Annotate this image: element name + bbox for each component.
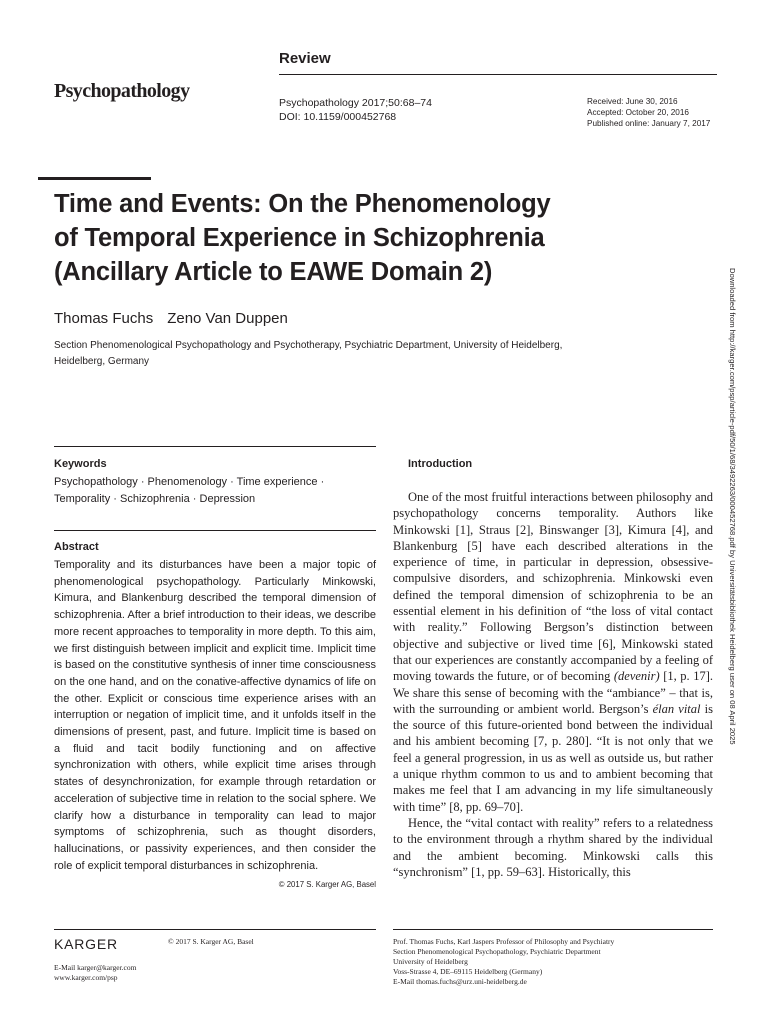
title-line: (Ancillary Article to EAWE Domain 2) xyxy=(54,258,493,286)
introduction-heading: Introduction xyxy=(408,458,473,470)
citation-line: Psychopathology 2017;50:68–74 xyxy=(279,97,432,109)
keywords-line: Psychopathology · Phenomenology · Time experience · xyxy=(54,476,325,488)
footer-rule xyxy=(54,929,376,930)
italic-term: élan vital xyxy=(652,701,701,716)
affiliation-line: Section Phenomenological Psychopathology and Psychotherapy, Psychiatric Department, University of Heidelberg, xyxy=(54,340,563,351)
download-watermark xyxy=(728,268,747,768)
author-name: Zeno Van Duppen xyxy=(167,310,288,327)
introduction-body xyxy=(393,489,713,880)
publisher-website[interactable]: www.karger.com/psp xyxy=(54,973,118,982)
footer-rule xyxy=(393,929,713,930)
title-line: of Temporal Experience in Schizophrenia xyxy=(54,224,545,252)
author-list xyxy=(54,310,288,327)
correspondence-line: Voss-Strasse 4, DE–69115 Heidelberg (Germany) xyxy=(393,967,543,976)
paragraph-text: [1, p. 17]. We share this sense of becoming with the “ambiance” – that is, with the surrounding or ambient world. Bergson’s xyxy=(393,669,713,716)
correspondence-line: University of Heidelberg xyxy=(393,957,468,966)
publication-dates xyxy=(587,96,710,129)
footer-copyright: © 2017 S. Karger AG, Basel xyxy=(168,937,254,946)
correspondence-line: Section Phenomenological Psychopathology, Psychiatric Department xyxy=(393,947,601,956)
header-rule xyxy=(279,74,717,75)
published-date: Published online: January 7, 2017 xyxy=(587,119,711,128)
correspondence-line: Prof. Thomas Fuchs, Karl Jaspers Professor of Philosophy and Psychiatry xyxy=(393,937,615,946)
abstract-heading: Abstract xyxy=(54,541,99,553)
publisher-email[interactable]: E-Mail karger@karger.com xyxy=(54,963,137,972)
abstract-body xyxy=(54,557,376,894)
keywords-list xyxy=(54,474,376,508)
keywords-rule xyxy=(54,446,376,447)
publisher-logo: KARGER xyxy=(54,936,118,952)
paragraph-text: is the source of this future-oriented bond between the individual and his ambient becoming [7, p. 280]. “It is not only that we feel a general progression, in us as well as outside us, but rather a unique rhythm common to us and to ambient becoming that makes me feel that I am advancing in my life simultaneously with time” [8, pp. 69–70]. xyxy=(393,701,713,814)
keywords-line: Temporality · Schizophrenia · Depression xyxy=(54,493,256,505)
keywords-heading: Keywords xyxy=(54,458,107,470)
title-rule xyxy=(38,177,151,180)
citation-block xyxy=(279,96,432,124)
received-date: Received: June 30, 2016 xyxy=(587,97,678,106)
publisher-contact xyxy=(54,963,136,983)
author-name: Thomas Fuchs xyxy=(54,310,154,327)
correspondence-email[interactable]: E-Mail thomas.fuchs@urz.uni-heidelberg.de xyxy=(393,977,527,986)
paragraph-text: One of the most fruitful interactions between philosophy and psychopathology concerns temporality. Authors like Minkowski [1], Straus [2], Binswanger [3], Kimura [4], and Blankenburg [5] have each described alterations in the experience of time, in particular in depression, obsessive-compulsive disorders, and schizophrenia. Minkowski even defined the temporal dimension of schizophrenia to be an essential element in his definition of “the loss of vital contact with reality.” Following Bergson’s distinction between objective and subjective or lived time [6], Minkowski stated that our experiences are constantly accompanied by a feeling of moving towards the future, or of becoming xyxy=(393,490,713,684)
correspondence-address xyxy=(393,937,713,987)
article-title xyxy=(54,187,654,289)
abstract-rule xyxy=(54,530,376,531)
accepted-date: Accepted: October 20, 2016 xyxy=(587,108,689,117)
author-affiliation xyxy=(54,338,614,370)
doi-line: DOI: 10.1159/000452768 xyxy=(279,111,397,123)
affiliation-line: Heidelberg, Germany xyxy=(54,356,150,367)
italic-term: (devenir) xyxy=(613,669,660,684)
journal-logo: Psychopathology xyxy=(54,80,190,102)
title-line: Time and Events: On the Phenomenology xyxy=(54,190,551,218)
paragraph xyxy=(393,489,713,815)
download-note-text: Downloaded from http://karger.com/psp/article-pdf/50/1/68/3492263/000452768.pdf by Universitätsbibliothek Heidelberg user on 08 April 2025 xyxy=(728,268,737,745)
article-type-label: Review xyxy=(279,50,331,67)
abstract-copyright: © 2017 S. Karger AG, Basel xyxy=(278,880,376,890)
abstract-text: Temporality and its disturbances have been a major topic of phenomenological psychopathology. Particularly Minkowski, Kimura, and Blankenburg described the temporal dimension of schizophrenia. After a brief introduction to their ideas, we describe more recent approaches to temporality in more depth. To this aim, we first distinguish between implicit and explicit time. Implicit time is based on the constitutive synthesis of inner time consciousness on the one hand, and on the conative-affective dynamics of life on the other. Explicit or conscious time experience arises with an interruption or negation of implicit time, and it unfolds itself in the dimensions of present, past, and future. Implicit time is based on a fluid and tacit bodily functioning and on affective synchronization with others, while explicit time arises through states of desynchronization, for example through retardation or acceleration of subjective time in relation to the social sphere. We clarify how a disturbance in temporality can lead to major symptoms of schizophrenia, such as thought disorders, hallucinations, or passivity experiences, and then consider the role of explicit temporal disturbances in schizophrenia. xyxy=(54,559,376,872)
paragraph: Hence, the “vital contact with reality” refers to a relatedness to the environment through a rhythm shared by the individual and the ambient becoming. Minkowski calls this “synchronism” [1, pp. 59–63]. Historically, this xyxy=(393,815,713,879)
